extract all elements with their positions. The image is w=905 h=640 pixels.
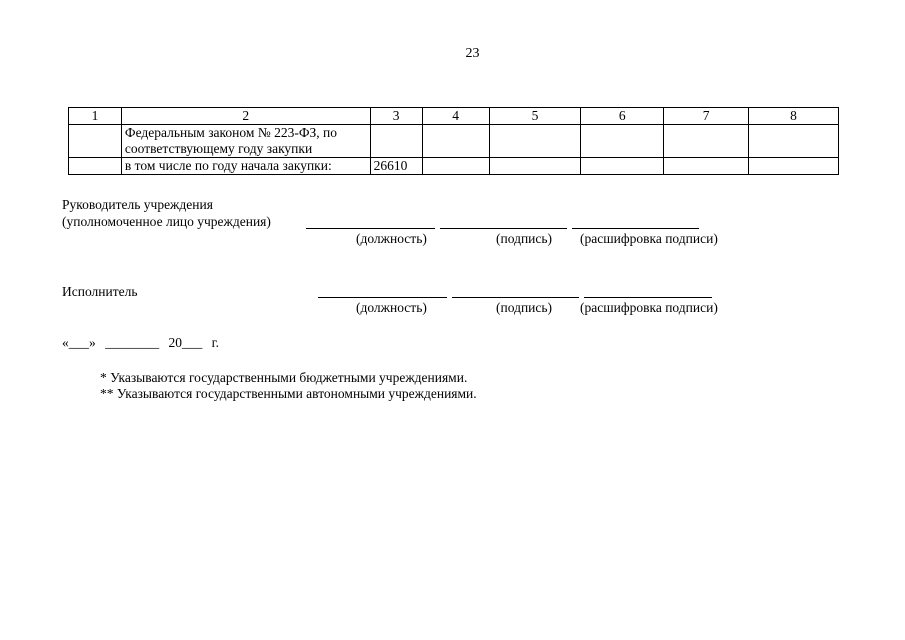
procurement-table: [68, 107, 839, 175]
date-year: 20___: [168, 335, 203, 350]
table-header-cell: 7: [664, 108, 749, 125]
table-cell: [422, 125, 489, 158]
date-year-suffix: г.: [211, 335, 220, 350]
table-header-cell: 3: [370, 108, 422, 125]
table-cell: [664, 158, 749, 175]
table-cell: [69, 158, 122, 175]
footnote-budget: * Указываются государственными бюджетными учреждениями.: [100, 370, 468, 385]
executor-signature-caption: (подпись): [496, 300, 553, 315]
table-cell: Федеральным законом № 223-ФЗ, по соответствующему году закупки: [121, 125, 370, 158]
table-header-cell: 5: [489, 108, 581, 125]
position-underline[interactable]: [306, 228, 435, 229]
executor-decoding-underline[interactable]: [584, 297, 712, 298]
date-line: [62, 335, 219, 351]
decoding-caption: (расшифровка подписи): [580, 231, 718, 246]
table-cell: [489, 158, 581, 175]
footnote-autonomous: ** Указываются государственными автономными учреждениями.: [100, 386, 477, 401]
table-cell: [581, 125, 664, 158]
table-cell: [370, 125, 422, 158]
table-cell: [489, 125, 581, 158]
table-cell: [422, 158, 489, 175]
table-cell: [69, 125, 122, 158]
table-cell: в том числе по году начала закупки:: [121, 158, 370, 175]
table-header-cell: 1: [69, 108, 122, 125]
executor-position-underline[interactable]: [318, 297, 447, 298]
table-cell: [749, 158, 839, 175]
table-header-row: [69, 108, 839, 125]
table-cell: [664, 125, 749, 158]
table-row: [69, 125, 839, 158]
head-title: Руководитель учреждения: [62, 197, 213, 212]
date-day: «___»: [62, 335, 96, 350]
date-month: ________: [105, 335, 160, 350]
table-cell: [581, 158, 664, 175]
table-cell: [749, 125, 839, 158]
table-header-cell: 2: [121, 108, 370, 125]
executor-decoding-caption: (расшифровка подписи): [580, 300, 718, 315]
executor-title: Исполнитель: [62, 284, 138, 299]
head-subtitle: (уполномоченное лицо учреждения): [62, 214, 271, 229]
executor-signature-underline[interactable]: [452, 297, 579, 298]
decoding-underline[interactable]: [572, 228, 699, 229]
table-cell: 26610: [370, 158, 422, 175]
table-row: [69, 158, 839, 175]
signature-underline[interactable]: [440, 228, 567, 229]
table-header-cell: 8: [749, 108, 839, 125]
table-header-cell: 6: [581, 108, 664, 125]
signature-caption: (подпись): [496, 231, 553, 246]
position-caption: (должность): [356, 231, 427, 246]
executor-position-caption: (должность): [356, 300, 427, 315]
page-number: 23: [465, 46, 480, 61]
table-header-cell: 4: [422, 108, 489, 125]
